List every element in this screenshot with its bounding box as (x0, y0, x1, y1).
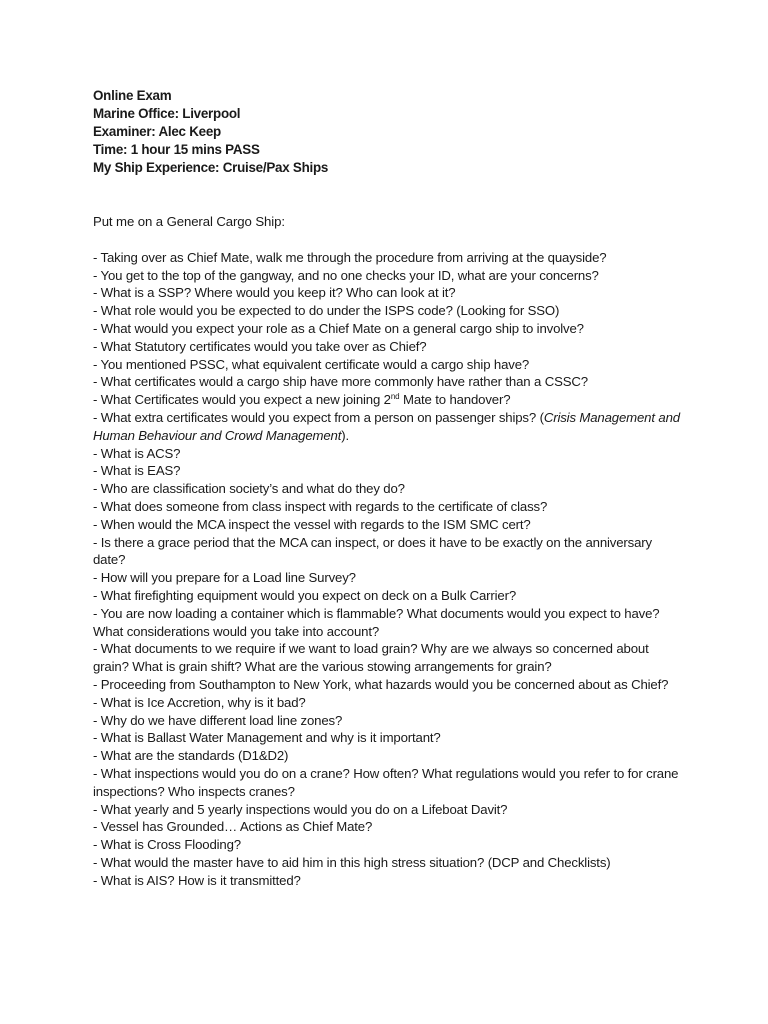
question-item (93, 409, 683, 445)
question-text: - What extra certificates would you expect from a person on passenger ships? ( (93, 409, 544, 425)
question-list (93, 249, 683, 890)
question-item: - What yearly and 5 yearly inspections would you do on a Lifeboat Davit? (93, 801, 508, 817)
question-item: - You get to the top of the gangway, and no one checks your ID, what are your concerns? (93, 267, 599, 283)
question-item: - You mentioned PSSC, what equivalent certificate would a cargo ship have? (93, 356, 530, 372)
question-item: - What role would you be expected to do under the ISPS code? (Looking for SSO) (93, 303, 560, 319)
question-item: - What are the standards (D1&D2) (93, 748, 289, 764)
question-item: - Is there a grace period that the MCA can inspect, or does it have to be exactly on the anniversary date? (93, 534, 652, 568)
header-exam-type: Online Exam (93, 88, 172, 103)
question-italic-text: Crisis Management and Human Behaviour and Crowd Management (93, 409, 680, 443)
header-marine-office: Marine Office: Liverpool (93, 106, 241, 121)
question-item: - What is Cross Flooding? (93, 837, 241, 853)
header-time-result: Time: 1 hour 15 mins PASS (93, 142, 260, 157)
question-item: - What is Ice Accretion, why is it bad? (93, 694, 306, 710)
question-item: - What Statutory certificates would you take over as Chief? (93, 338, 427, 354)
question-item: - What firefighting equipment would you expect on deck on a Bulk Carrier? (93, 587, 517, 603)
question-item: - What is a SSP? Where would you keep it? Who can look at it? (93, 285, 456, 301)
question-text: - What Certificates would you expect a new joining 2 (93, 392, 391, 408)
question-item: - What is Ballast Water Management and why is it important? (93, 730, 441, 746)
question-item: - What does someone from class inspect with regards to the certificate of class? (93, 498, 548, 514)
question-item: - What is EAS? (93, 463, 181, 479)
question-item: - How will you prepare for a Load line Survey? (93, 570, 356, 586)
question-item: - Proceeding from Southampton to New York, what hazards would you be concerned about as Chief? (93, 676, 669, 692)
question-item: - What would the master have to aid him in this high stress situation? (DCP and Checklists) (93, 854, 611, 870)
question-item: - You are now loading a container which is flammable? What documents would you expect to have? What considerations would you take into account? (93, 605, 660, 639)
question-item: - What inspections would you do on a crane? How often? What regulations would you refer to for crane inspections? Who inspects cranes? (93, 765, 679, 799)
intro-text: Put me on a General Cargo Ship: (93, 214, 285, 229)
document-page (93, 87, 683, 889)
question-text: ). (341, 427, 349, 443)
question-text: Mate to handover? (399, 392, 511, 408)
question-item (93, 391, 683, 409)
header-examiner: Examiner: Alec Keep (93, 124, 221, 139)
question-item: - Who are classification society’s and what do they do? (93, 481, 405, 497)
header-ship-experience: My Ship Experience: Cruise/Pax Ships (93, 160, 329, 175)
question-item: - What is ACS? (93, 445, 181, 461)
exam-header (93, 87, 683, 177)
question-item: - What is AIS? How is it transmitted? (93, 872, 301, 888)
question-item: - What certificates would a cargo ship have more commonly have rather than a CSSC? (93, 374, 588, 390)
question-item: - Why do we have different load line zones? (93, 712, 343, 728)
question-item: - Taking over as Chief Mate, walk me through the procedure from arriving at the quayside? (93, 249, 607, 265)
question-item: - Vessel has Grounded… Actions as Chief Mate? (93, 819, 373, 835)
question-item: - What documents to we require if we want to load grain? Why are we always so concerned about grain? What is grain shift? What are the various stowing arrangements for grain? (93, 641, 649, 675)
ordinal-superscript: nd (390, 392, 400, 402)
question-item: - When would the MCA inspect the vessel with regards to the ISM SMC cert? (93, 516, 531, 532)
question-item: - What would you expect your role as a Chief Mate on a general cargo ship to involve? (93, 320, 584, 336)
